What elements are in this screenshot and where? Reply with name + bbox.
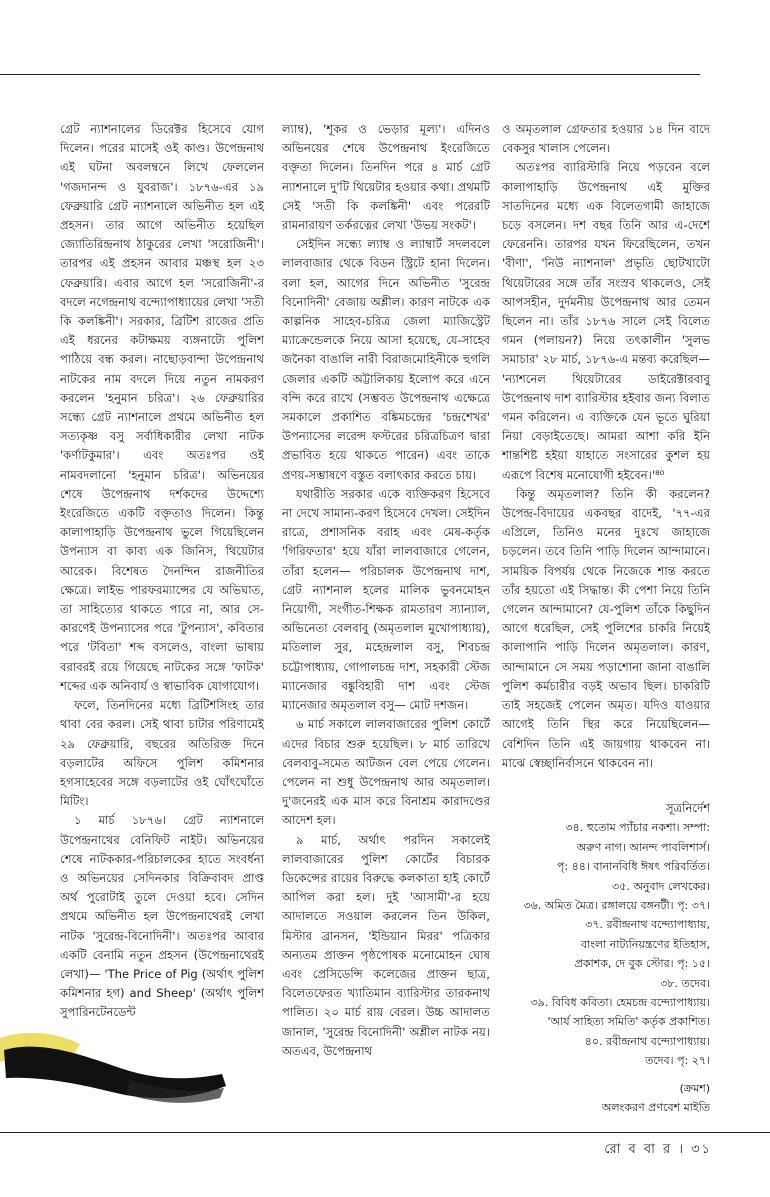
illustration-credit: অলংকরণ প্রণবেশ মাইতি <box>601 1100 710 1114</box>
article-column-3 <box>502 120 710 1117</box>
paragraph: অতঃপর ব্যারিস্টারি নিয়ে পড়বেন বলে কালাপাহাড়ি উপেন্দ্রনাথ এই মুক্তির সাতদিনের মধ্যে এক বিলেতগামী জাহাজে চড়ে বসলেন। দশ বছর তিনি আর এ-দেশে ফেরেননি। তারপর যখন ফিরেছিলেন, তখন 'বীণা', 'নিউ ন্যাশনাল' প্রভৃতি ছোটখাটো থিয়েটারের সঙ্গে তাঁর সংস্রব থাকলেও, সেই আপসহীন, দুর্দমনীয় উপেন্দ্রনাথ আর তেমন ছিলেন না। তাঁর ১৮৭৬ সালে সেই বিলেত গমন (পলায়ন?) নিয়ে তৎকালীন 'সুলভ সমাচার' ২৮ মার্চ, ১৮৭৬-এ মন্তব্য করেছিল— 'ন্যাশনেল থিয়েটারের ডাইরেক্টারবাবু উপেন্দ্রনাথ দাশ ব্যারিস্টার হইবার জন্য বিলাত গমন করিলেন। এ ব্যক্তিকে যেন ভূতে ঘুরিয়া নিয়া বেড়াইতেছে। আমরা আশা করি ইনি শান্তশিষ্ট হইয়া যাহাতে সংসারের কুশল হয় এরূপে বিশেষ মনোযোগী হইবেন।'⁸⁰ <box>502 160 710 482</box>
paragraph: ৯ মার্চ, অর্থাৎ পরদিন সকালেই লালবাজারের পুলিশ কোর্টের বিচারক ডিকেন্সের রায়ের বিরুদ্ধে কলকাতা হাই কোর্টে আপিল করা হল। দুই 'আসামী'-র হয়ে আদালতে সওয়াল করলেন তিন উকিল, মিস্টার ব্রানসন, 'ইন্ডিয়ান মিরর' পত্রিকার অন্যতম প্রাক্তন পৃষ্ঠপোষক মনোমোহন ঘোষ এবং প্রেসিডেন্সি কলেজের প্রাক্তন ছাত্র, বিলেতফেরত খ্যাতিমান ব্যারিস্টার তারকনাথ পালিত। ২০ মার্চ রায় বেরল। উচ্চ আদালত জানাল, 'সুরেন্দ্র বিনোদিনী' অশ্লীল নাটক নয়। অতএব, উপেন্দ্রনাথ <box>282 832 490 1058</box>
reference-line: 'আর্য সাহিত্য সমিতি' কর্তৃক প্রকাশিত। <box>547 1015 710 1029</box>
paragraph: ফলে, তিনদিনের মধ্যে ব্রিটিশসিংহ তার থাবা বের করল। সেই থাবা চাটার পরিণামেই ২৯ ফেব্রুয়ারি, বছরের অতিরিক্ত দিনে বড়লাটের অফিসে পুলিশ কমিশনার হগসাহেবের সঙ্গে বড়লাটের ওই ঘোঁৎঘোঁতে মিটিং। <box>60 698 264 809</box>
bottom-rule <box>0 1132 770 1133</box>
reference-line: ৩৭. রবীন্দ্রনাথ বন্দ্যোপাধ্যায়, <box>585 918 710 932</box>
reference-line: প্রকাশক, দে বুক স্টোর। পৃ: ১৫। <box>574 957 710 971</box>
reference-line: বাংলা নাট্যনিয়ন্ত্রণের ইতিহাস, <box>580 937 710 951</box>
references-section <box>502 799 710 1071</box>
continued-label: (ক্রমশ) <box>679 1081 710 1095</box>
paragraph: গ্রেট ন্যাশনালের ডিরেক্টর হিসেবে যোগ দিলেন। পরের মাসেই ওই কাণ্ড। উপেন্দ্রনাথ এই ঘটনা অবলম্বনে লিখে ফেললেন 'গজদানন্দ ও যুবরাজ'। ১৮৭৬-এর ১৯ ফেব্রুয়ারি গ্রেট ন্যাশনালে অভিনীত হল এই প্রহসন। তার আগে অভিনীত হয়েছিল জ্যোতিরিন্দ্রনাথ ঠাকুরের লেখা 'সরোজিনী'। তারপর এই প্রহসন আবার মঞ্চস্থ হল ২৩ ফেব্রুয়ারি। এবার আগে হল 'সরোজিনী'-র বদলে নগেন্দ্রনাথ বন্দ্যোপাধ্যায়ের লেখা 'সতী কি কলঙ্কিনী'। সরকার, ব্রিটিশ রাজের প্রতি এই ধরনের কটাক্ষময় ব্যঙ্গনাট্যে পুলিশ পাঠিয়ে বন্ধ করল। নাছোড়বান্দা উপেন্দ্রনাথ নাটকের নাম বদলে দিয়ে নতুন নামকরণ করলেন 'হনুমান চরিত্র'। ২৬ ফেব্রুয়ারির সন্ধ্যে গ্রেট ন্যাশনালে প্রথমে অভিনীত হল সত্যকৃষ্ণ বসু সর্বাধিকারীর লেখা নাটক 'কর্ণাটকুমার'। এবং অতঃপর ওই নামবদলানো 'হনুমান চরিত্র'। অভিনয়ের শেষে উপেন্দ্রনাথ দর্শকদের উদ্দেশ্যে ইংরেজিতে একটি বক্তৃতাও দিলেন। কিন্তু কালাপাহাড়ি উপেন্দ্রনাথ ভুলে গিয়েছিলেন উপন্যাস বা কাব্য এক জিনিস, থিয়েটার আরেক। বিশেষত দৈনন্দিন রাজনীতির ক্ষেত্রে। লাইভ পারফরম্যান্সের যে অভিঘাত, তা সাহিত্যের থাকতে পারে না, আর সে-কারণেই উপন্যাসের পরে 'টুপন্যাস', কবিতার পরে 'টবিতা' শব্দ বসলেও, বাংলা ভাষায় বরাবরই রয়ে গিয়েছে নাটকের সঙ্গে 'ফাটক' শব্দের এক অনিবার্য ও স্বাভাবিক যোগাযোগ। <box>60 122 264 693</box>
reference-line: পৃ: ৪৪। বানানবিধি ঈষৎ পরিবর্তিত। <box>556 860 710 874</box>
reference-line: ৪০. রবীন্দ্রনাথ বন্দ্যোপাধ্যায়। <box>584 1034 710 1048</box>
brush-stroke <box>4 1047 226 1099</box>
reference-line: ৩৫. অনুবাদ লেখকের। <box>612 879 710 893</box>
brush-stroke-illustration <box>0 1020 240 1120</box>
references-heading: সূত্রনির্দেশ <box>665 800 710 815</box>
reference-line: ৩৬. অমিত মৈত্র। রঙ্গালয়ে বঙ্গনটী। পৃ: ৩৭। <box>523 898 710 912</box>
paragraph: সেইদিন সন্ধ্যে ল্যাম্ব ও ল্যাম্বার্ট সদলবলে লালবাজার থেকে বিডন স্ট্রিটে হানা দিলেন। বলা হল, আগের দিনে অভিনীত 'সুরেন্দ্র বিনোদিনী' বেজায় অশ্লীল। কারণ নাটকে এক কাল্পনিক সাহেব-চরিত্র জেলা ম্যাজিস্ট্রেট ম্যাক্রেন্ডেলকে নিয়ে আসা হয়েছে, যে-সাহেব জনৈকা বাঙালি নারী বিরাজমোহিনীকে হুগলি জেলার একটি অট্টালিকায় ইলোপ করে এনে বন্দি করে রাখে (সম্ভবত উপেন্দ্রনাথ এক্ষেত্রে সমকালে প্রকাশিত বঙ্কিমচন্দ্রের 'চন্দ্রশেখর' উপন্যাসের লরেন্স ফস্টরের চরিত্রচিত্রণ দ্বারা প্রভাবিত হয়ে থাকতে পারেন) এবং তাকে প্রণয়-সম্ভাষণে বস্তুত বলাৎকার করতে চায়। <box>282 237 490 482</box>
paragraph: যথারীতি সরকার একে ব্যক্তিকরণ হিসেবে না দেখে সামান্য-করণ হিসেবে দেখল। সেইদিন রাত্রে, প্রশাসনিক বরাহ এবং মেষ-কর্তৃক 'গিরিফতার' হয়ে যাঁরা লালবাজারে গেলেন, তাঁরা হলেন— পরিচালক উপেন্দ্রনাথ দাশ, গ্রেট ন্যাশনাল হলের মালিক ভুবনমোহন নিয়োগী, সংগীত-শিক্ষক রামতারণ স্যান্যাল, অভিনেতা বেলবাবু (অমৃতলাল মুখোপাধ্যায়), মতিলাল সুর, মহেন্দ্রলাল বসু, শিবচন্দ্র চট্টোপাধ্যায়, গোপালচন্দ্র দাশ, সহকারী স্টেজ ম্যানেজার বঙ্কুবিহারী দাশ এবং স্টেজ ম্যানেজার অমৃতলাল বসু— মোট দশজন। <box>282 486 490 713</box>
page-footer: রো ব বা র । ৩১ <box>604 1142 712 1157</box>
paragraph: ও অমৃতলাল গ্রেফতার হওয়ার ১৪ দিন বাদে বেকসুর খালাস পেলেন। <box>502 122 710 156</box>
paragraph: ল্যাম্ব), 'শূকর ও ভেড়ার মূল্য'। এদিনও অভিনয়ের শেষে উপেন্দ্রনাথ ইংরেজিতে বক্তৃতা দিলেন। তিনদিন পরে ৪ মার্চ গ্রেট ন্যাশনালে দু'টি থিয়েটার হওয়ার কথা। প্রথমটি সেই 'সতী কি কলঙ্কিনী' এবং পরেরটি রামনারায়ণ তর্করত্নের লেখা 'উভয় সংকট'। <box>282 122 490 233</box>
article-column-2 <box>282 120 490 1061</box>
reference-line: ৩৯. বিবিধ কবিতা। হেমচন্দ্র বন্দ্যোপাধ্যায়। <box>530 995 710 1009</box>
paragraph: কিন্তু অমৃতলাল? তিনি কী করলেন? উপেন্দ্র-বিদায়ের একবছর বাদেই, '৭৭-এর এপ্রিলে, তিনিও মনের দুঃখে জাহাজে চড়লেন। তবে তিনি পাড়ি দিলেন আন্দামানে। সাময়িক বিপর্যয় থেকে নিজেকে শান্ত করতে তাঁর হয়তো এই সিদ্ধান্ত। কী পেশা নিয়ে তিনি গেলেন আন্দামানে? যে-পুলিশ তাঁকে কিছুদিন আগে ধরেছিল, সেই পুলিশের চাকরি নিয়েই কালাপানি পাড়ি দিলেন অমৃতলাল। কারণ, আন্দামানে সে সময় পড়াশোনা জানা বাঙালি পুলিশ কর্মচারীর বড়ই অভাব ছিল। চাকরিটি তাই সহজেই পেলেন অমৃত। যদিও যাওয়ার আগেই তিনি স্থির করে নিয়েছিলেন— বেশিদিন তিনি এই জায়গায় থাকবেন না। মাঝে স্বেচ্ছানির্বাসনে থাকবেন না। <box>502 486 710 770</box>
paragraph: ৬ মার্চ সকালে লালবাজারের পুলিশ কোর্টে এদের বিচার শুরু হয়েছিল। ৮ মার্চ তারিখে বেলবাবু-সমেত আটজন বেল পেয়ে গেলেন। পেলেন না শুধু উপেন্দ্রনাথ আর অমৃতলাল। দু'জনেরই এক মাস করে বিনাশ্রম কারাদণ্ডের আদেশ হল। <box>282 717 490 828</box>
reference-line: অরুণ নাগ। আনন্দ পাবলিশার্স। <box>576 840 710 854</box>
article-column-1 <box>60 120 264 1023</box>
article-signoff <box>502 1079 710 1117</box>
paragraph: ১ মার্চ ১৮৭৬। গ্রেট ন্যাশনালে উপেন্দ্রনাথের বেনিফিট নাইট। অভিনয়ের শেষে নাটককার-পরিচালকের হাতে সংবর্ধনা ও অভিনয়ের সেদিনকার বিক্রিবাবদ প্রাপ্ত অর্থ পুরোটাই তুলে দেওয়া হবে। সেদিন প্রথমে অভিনীত হল উপেন্দ্রনাথেরই লেখা নাটক 'সুরেন্দ্র-বিনোদিনী'। অতঃপর আবার একটি বেনামি নতুন প্রহসন (উপেন্দ্রনাথেরই লেখা)— 'The Price of Pig (অর্থাৎ পুলিশ কমিশনার হগ) and Sheep' (অর্থাৎ পুলিশ সুপারিনটেনডেন্ট <box>60 813 264 1020</box>
top-rule <box>0 74 700 75</box>
reference-line: ৩৪. হুতোম প্যাঁচার নকশা। সম্পা: <box>565 821 710 835</box>
reference-line: তদেব। পৃ: ২৭। <box>645 1054 710 1068</box>
reference-line: ৩৮. তদেব। <box>660 976 710 990</box>
